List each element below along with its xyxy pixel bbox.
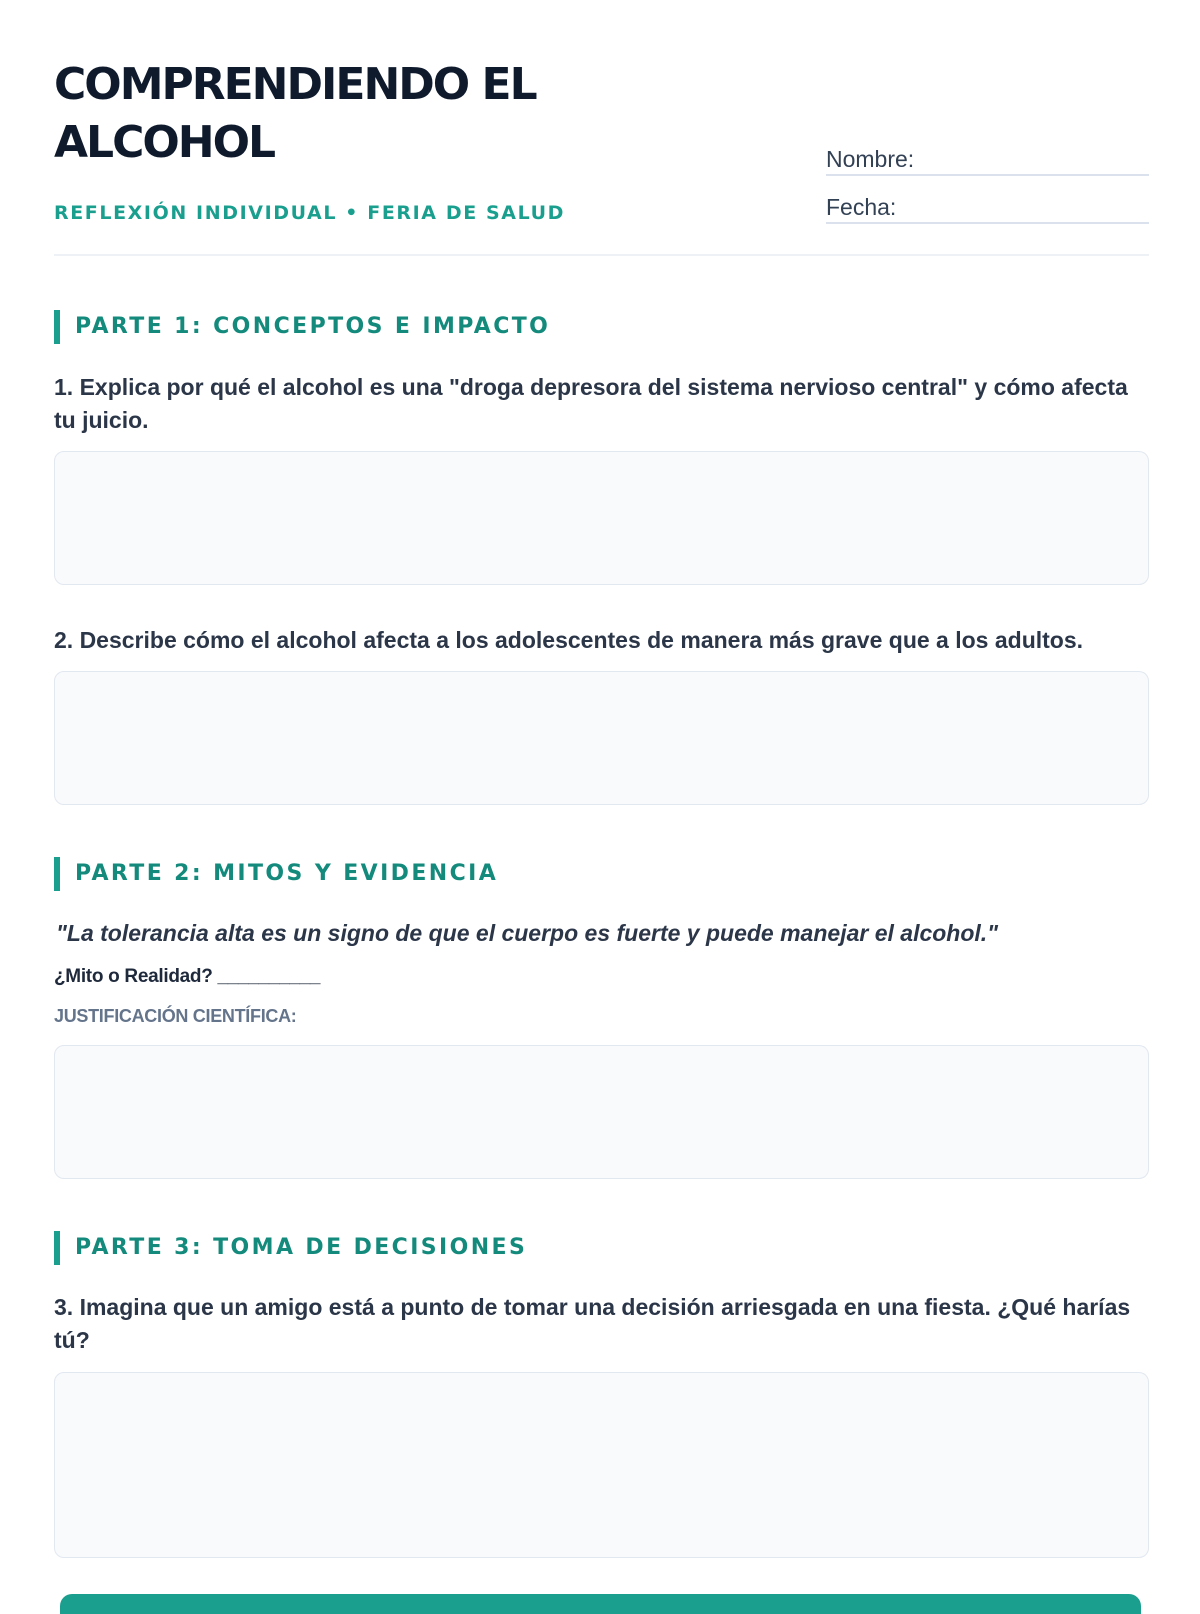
name-label: Nombre: [826, 146, 915, 172]
answer-box-3[interactable] [54, 1372, 1149, 1558]
section-heading-part2: PARTE 2: MITOS Y EVIDENCIA [54, 857, 498, 891]
myth-statement: "La tolerancia alta es un signo de que el cuerpo es fuerte y puede manejar el alcohol." [56, 920, 999, 946]
page-title: COMPRENDIENDO EL ALCOHOL [54, 59, 536, 168]
answer-box-2[interactable] [54, 671, 1149, 805]
header-divider [54, 254, 1149, 256]
worksheet-page [54, 0, 1149, 1600]
question-1: 1. Explica por qué el alcohol es una "droga depresora del sistema nervioso central" y cómo afecta tu juicio. [54, 374, 1128, 433]
footer-accent-bar [60, 1594, 1141, 1614]
question-2: 2. Describe cómo el alcohol afecta a los adolescentes de manera más grave que a los adultos. [54, 627, 1084, 653]
page-subtitle: REFLEXIÓN INDIVIDUAL • FERIA DE SALUD [54, 202, 566, 224]
answer-box-1[interactable] [54, 451, 1149, 585]
section-heading-part1: PARTE 1: CONCEPTOS E IMPACTO [54, 310, 550, 344]
myth-or-reality-prompt: ¿Mito o Realidad? __________ [54, 966, 321, 987]
answer-box-justification[interactable] [54, 1045, 1149, 1179]
question-3: 3. Imagina que un amigo está a punto de tomar una decisión arriesgada en una fiesta. ¿Qué harías tú? [54, 1294, 1131, 1353]
justification-label: JUSTIFICACIÓN CIENTÍFICA: [54, 1006, 297, 1026]
date-label: Fecha: [826, 194, 897, 220]
date-field[interactable] [826, 194, 1149, 224]
student-fields [826, 146, 1149, 242]
section-heading-part3: PARTE 3: TOMA DE DECISIONES [54, 1231, 527, 1265]
worksheet-header [54, 56, 1149, 256]
name-field[interactable] [826, 146, 1149, 176]
